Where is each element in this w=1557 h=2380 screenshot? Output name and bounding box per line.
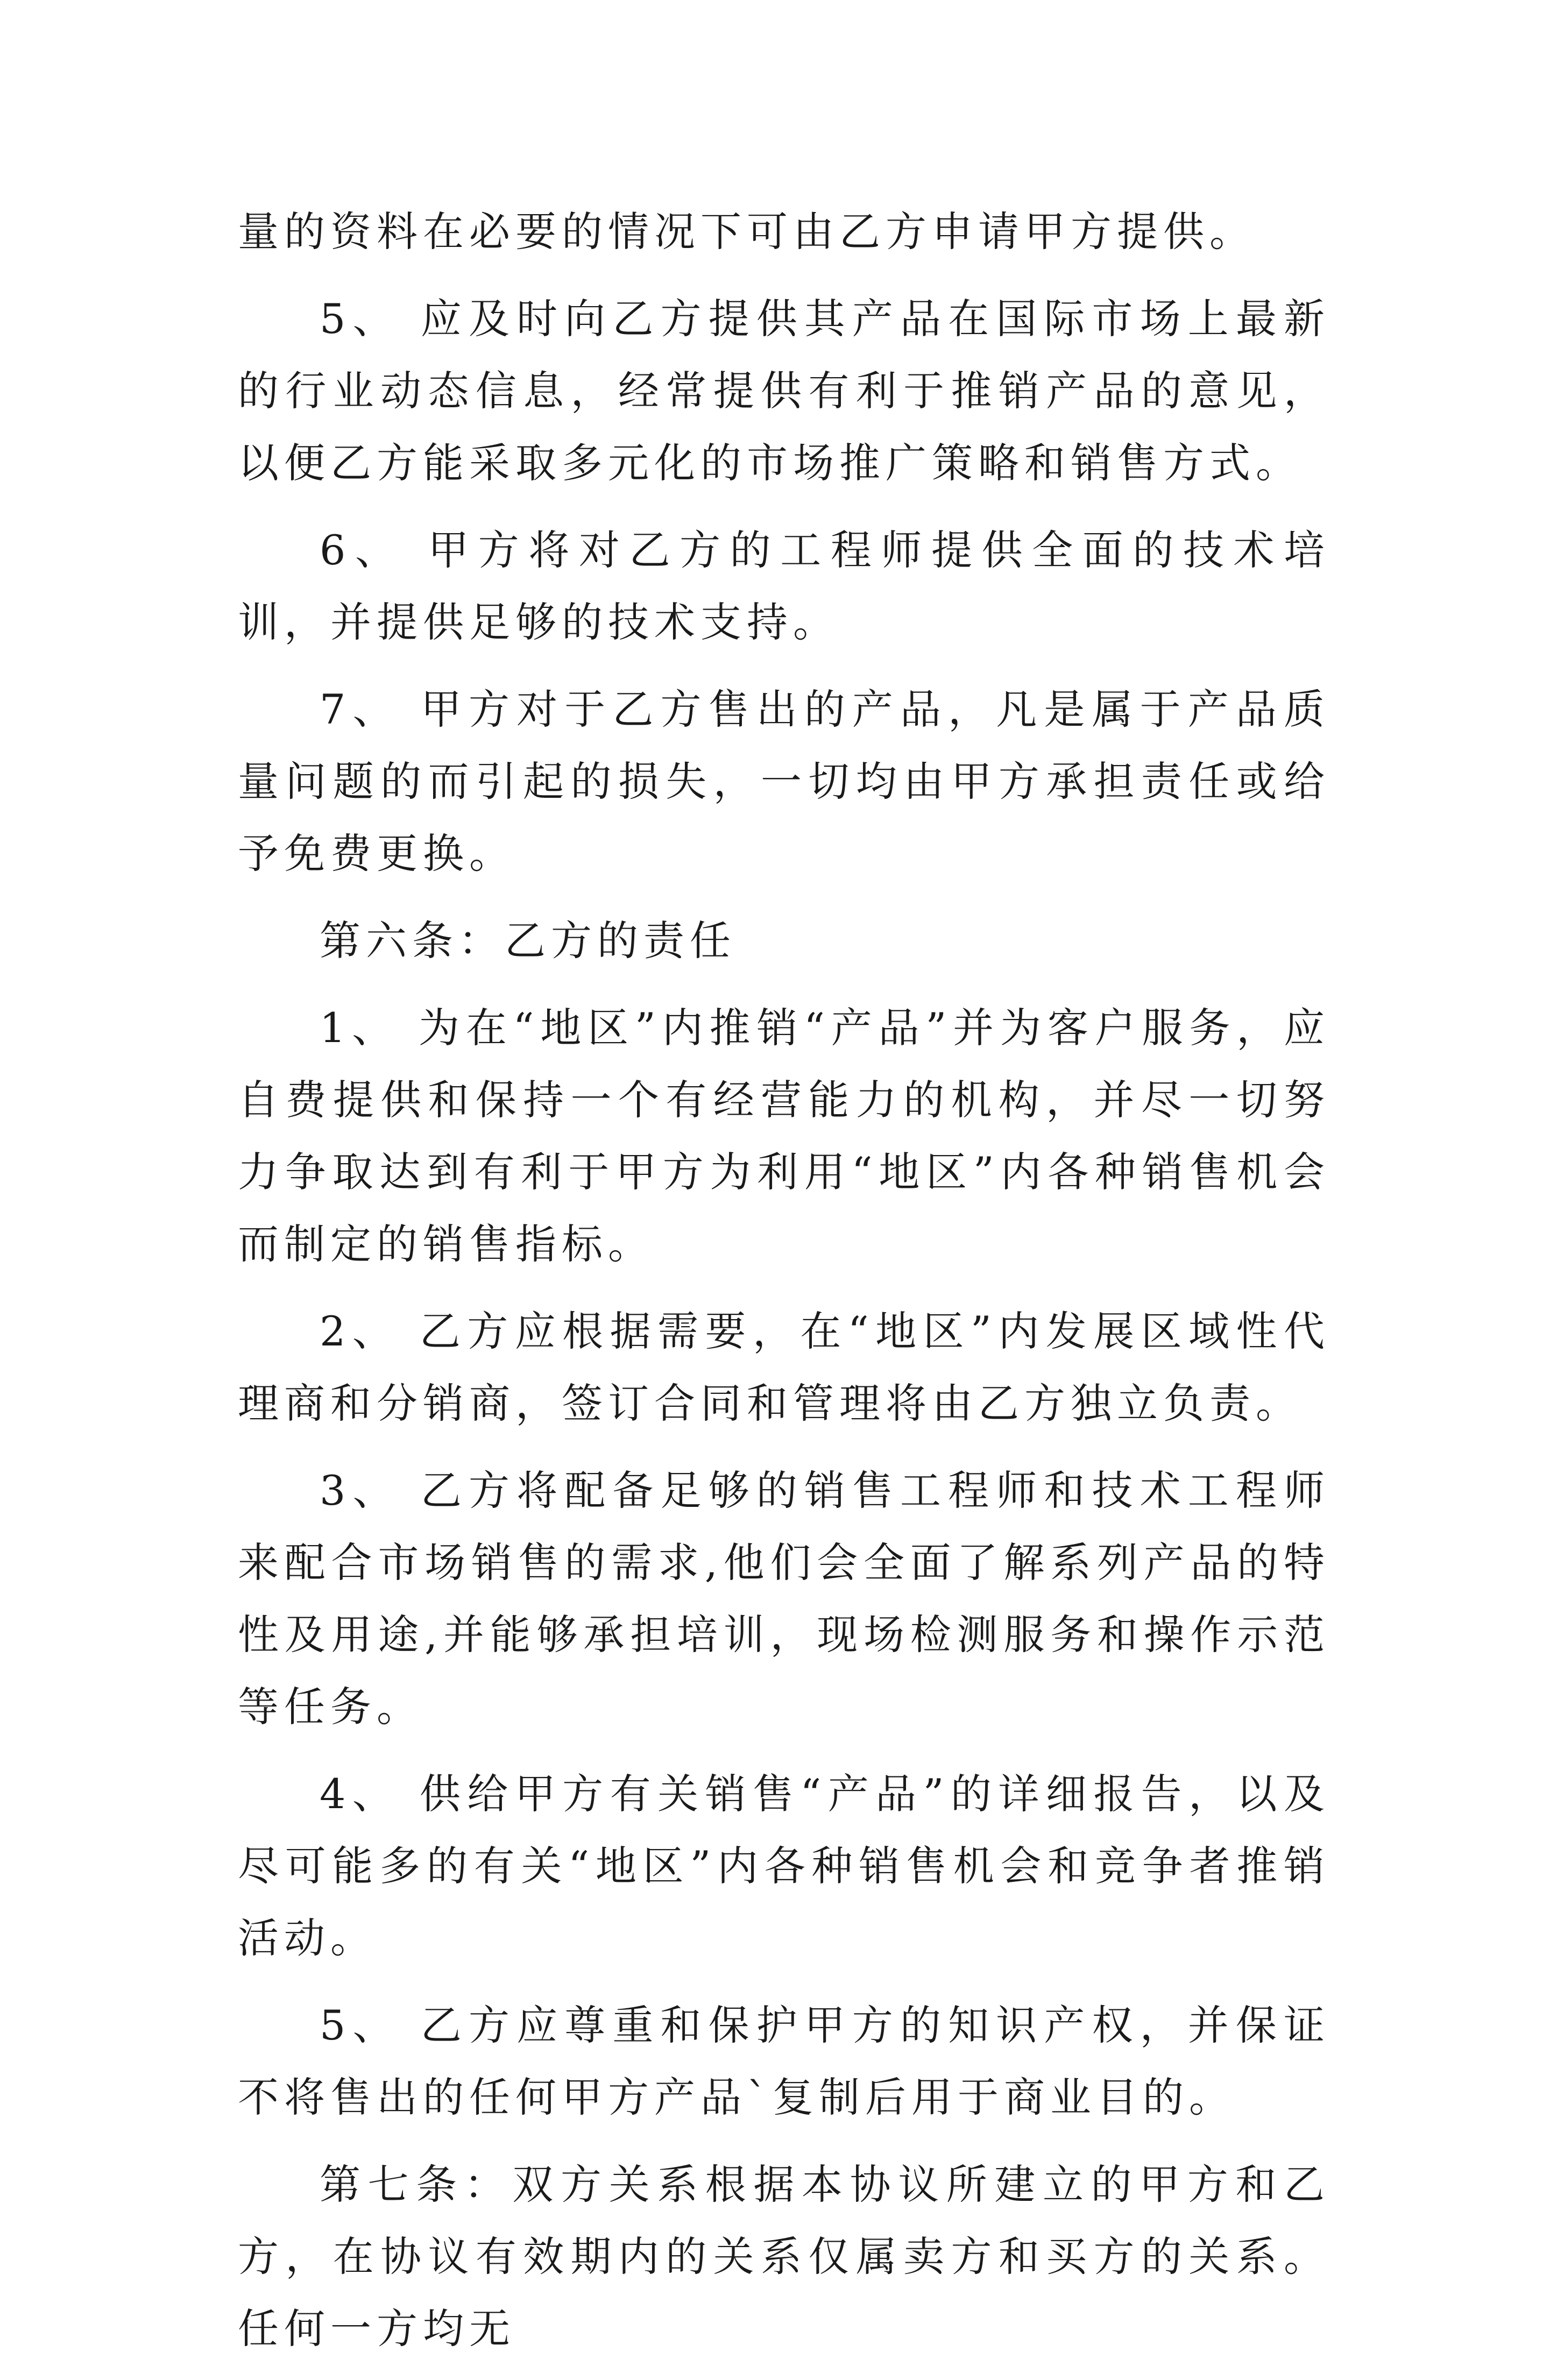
paragraph-item-1-party-b: 1、 为在“地区”内推销“产品”并为客户服务，应自费提供和保持一个有经营能力的机构，并尽一切努力争取达到有利于甲方为利用“地区”内各种销售机会而制定的销售指标。 <box>238 1004 1330 1268</box>
section-article-7: 第七条：双方关系根据本协议所建立的甲方和乙方，在协议有效期内的关系仅属卖方和买方的关系。任何一方均无 <box>238 2161 1330 2353</box>
paragraph-item-5-party-a: 5、 应及时向乙方提供其产品在国际市场上最新的行业动态信息，经常提供有利于推销产品的意见，以便乙方能采取多元化的市场推广策略和销售方式。 <box>238 295 1330 487</box>
paragraph-item-6-party-a: 6、 甲方将对乙方的工程师提供全面的技术培训，并提供足够的技术支持。 <box>238 526 1330 646</box>
paragraph-item-3-party-b: 3、 乙方将配备足够的销售工程师和技术工程师来配合市场销售的需求,他们会全面了解系列产品的特性及用途,并能够承担培训，现场检测服务和操作示范等任务。 <box>238 1467 1330 1731</box>
paragraph-item-7-party-a: 7、 甲方对于乙方售出的产品，凡是属于产品质量问题的而引起的损失，一切均由甲方承担责任或给予免费更换。 <box>238 685 1330 877</box>
section-heading-article-6: 第六条：乙方的责任 <box>320 917 736 965</box>
paragraph-item-2-party-b: 2、 乙方应根据需要，在“地区”内发展区域性代理商和分销商，签订合同和管理将由乙方独立负责。 <box>238 1307 1330 1427</box>
paragraph-item-4-party-b: 4、 供给甲方有关销售“产品”的详细报告，以及尽可能多的有关“地区”内各种销售机会和竞争者推销活动。 <box>238 1770 1330 1962</box>
paragraph-continuation: 量的资料在必要的情况下可由乙方申请甲方提供。 <box>238 208 1256 256</box>
contract-text-body <box>238 196 1330 2380</box>
paragraph-item-5-party-b: 5、 乙方应尊重和保护甲方的知识产权，并保证不将售出的任何甲方产品`复制后用于商业目的。 <box>238 2001 1330 2121</box>
